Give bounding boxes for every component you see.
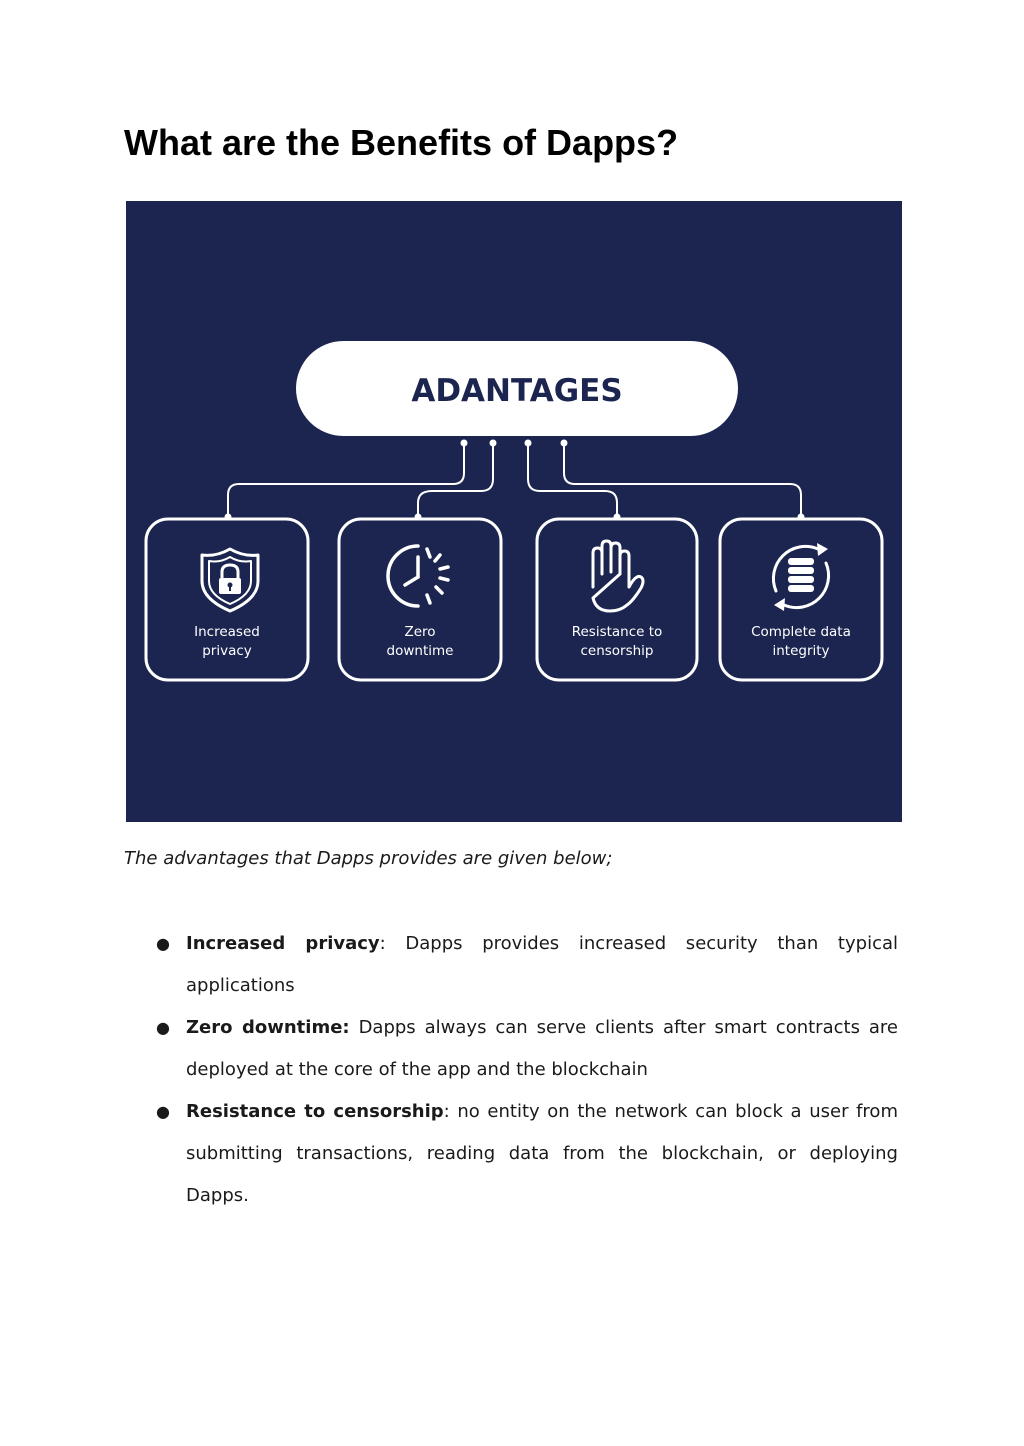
- advantage-card-increased-privacy: [146, 519, 308, 680]
- connector-dots: [225, 440, 805, 521]
- shield-lock-icon: [202, 549, 258, 611]
- benefit-description: Dapps provides increased security than typical applications: [186, 933, 898, 996]
- benefit-description: Dapps always can serve clients after smart contracts are deployed at the core of the app and the blockchain: [186, 1017, 898, 1080]
- card-label-line1: Zero: [404, 624, 436, 640]
- connector-lines: [228, 443, 801, 517]
- bullet-icon: ●: [156, 1018, 170, 1037]
- advantage-card-zero-downtime: [339, 519, 501, 680]
- connector-dot: [461, 440, 468, 447]
- benefit-term: Increased privacy: [186, 933, 380, 954]
- advantages-infographic: [126, 201, 902, 822]
- connector-line: [228, 443, 464, 517]
- figure-caption: The advantages that Dapps provides are given below;: [124, 848, 613, 869]
- list-item: [156, 1007, 898, 1091]
- list-item: [156, 923, 898, 1007]
- connector-line: [418, 443, 493, 517]
- connector-dot: [490, 440, 497, 447]
- bullet-icon: ●: [156, 934, 170, 953]
- database-sync-icon: [773, 543, 828, 611]
- benefits-list: [156, 923, 898, 1217]
- connector-line: [528, 443, 617, 517]
- card-label-line2: privacy: [202, 643, 252, 659]
- card-label-line2: downtime: [386, 643, 454, 659]
- connector-line: [564, 443, 801, 517]
- page-title: What are the Benefits of Dapps?: [124, 122, 679, 163]
- advantage-card-resistance-to-censorship: [537, 519, 697, 680]
- connector-dot: [525, 440, 532, 447]
- card-label-line1: Resistance to: [571, 624, 663, 640]
- benefit-term: Zero downtime:: [186, 1017, 350, 1038]
- hand-icon: [593, 541, 643, 611]
- diagram-heading: ADANTAGES: [411, 373, 623, 409]
- advantages-diagram: [126, 201, 902, 822]
- card-label-line2: censorship: [580, 643, 654, 659]
- benefit-separator: :: [379, 933, 386, 954]
- card-label-line1: Complete data: [751, 624, 851, 640]
- card-label-line2: integrity: [772, 643, 830, 659]
- benefit-separator: :: [443, 1101, 450, 1122]
- benefit-term: Resistance to censorship: [186, 1101, 444, 1122]
- bullet-icon: ●: [156, 1102, 170, 1121]
- card-label-line1: Increased: [194, 624, 260, 640]
- benefit-description: no entity on the network can block a user from submitting transactions, reading data from the blockchain, or deploying Dapps.: [186, 1101, 898, 1206]
- clock-icon: [388, 546, 448, 606]
- advantage-card-complete-data-integrity: [720, 519, 882, 680]
- list-item: [156, 1091, 898, 1217]
- connector-dot: [561, 440, 568, 447]
